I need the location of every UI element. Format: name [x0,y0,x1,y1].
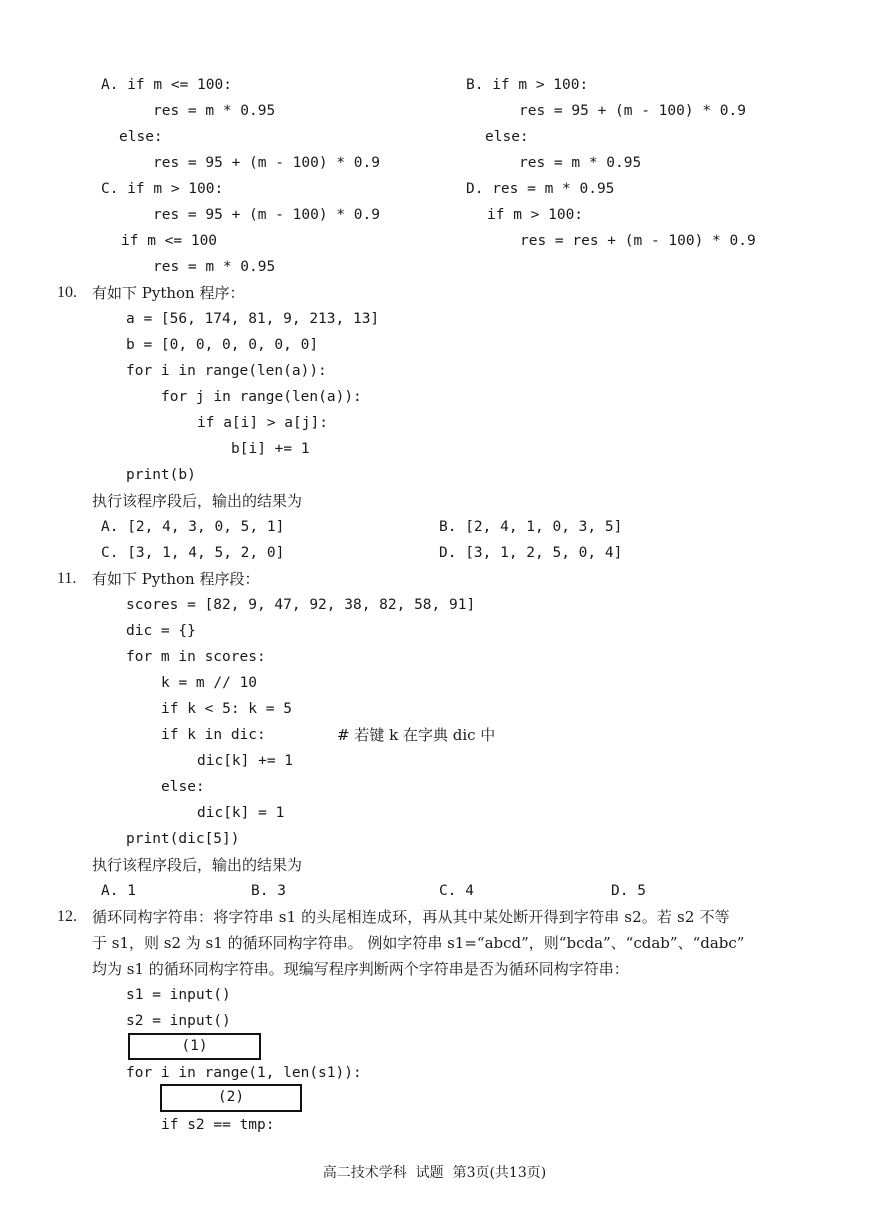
q9-option-c-line3: if m <= 100 [121,233,218,249]
q12-code-line: for i in range(1, len(s1)): [126,1065,362,1081]
q10-code-line: b = [0, 0, 0, 0, 0, 0] [126,337,319,353]
q12-answer-blank-1[interactable]: (1) [128,1033,261,1060]
q11-code-line: else: [161,779,205,795]
q10-code-line: b[i] += 1 [231,441,310,457]
q11-code-line: dic = {} [126,623,196,639]
q12-code-line: s1 = input() [126,987,231,1003]
q9-option-d-line3: res = res + (m - 100) * 0.9 [520,233,756,249]
q9-option-c-line1: C. if m > 100: [101,181,224,197]
q9-option-a-line3: else: [119,129,163,145]
q11-stem: 有如下 Python 程序段： [92,570,260,588]
q10-code-line: print(b) [126,467,196,483]
q9-option-b-line3: else: [485,129,529,145]
q11-option-c: C. 4 [439,883,474,899]
q10-option-d: D. [3, 1, 2, 5, 0, 4] [439,545,623,561]
q12-answer-blank-2[interactable]: (2) [160,1084,302,1112]
q9-option-d-line1: D. res = m * 0.95 [466,181,615,197]
q12-code-line: s2 = input() [126,1013,231,1029]
q10-option-c: C. [3, 1, 4, 5, 2, 0] [101,545,285,561]
q11-number: 11. [57,570,77,587]
q9-option-b-line1: B. if m > 100: [466,77,589,93]
q11-code-line: dic[k] = 1 [197,805,285,821]
q9-option-a-line2: res = m * 0.95 [153,103,276,119]
q11-code-line: if k < 5: k = 5 [161,701,292,717]
q11-code-line: scores = [82, 9, 47, 92, 38, 82, 58, 91] [126,597,476,613]
q11-code-line: print(dic[5]) [126,831,240,847]
q10-code-line: for i in range(len(a)): [126,363,327,379]
q9-option-c-line2: res = 95 + (m - 100) * 0.9 [153,207,380,223]
q10-option-b: B. [2, 4, 1, 0, 3, 5] [439,519,623,535]
q9-option-b-line4: res = m * 0.95 [519,155,642,171]
q9-option-c-line4: res = m * 0.95 [153,259,276,275]
q11-option-a: A. 1 [101,883,136,899]
q9-option-d-line2: if m > 100: [487,207,584,223]
q11-question: 执行该程序段后，输出的结果为 [92,856,303,874]
q9-option-a-line1: A. if m <= 100: [101,77,232,93]
q11-option-b: B. 3 [251,883,286,899]
q10-code-line: a = [56, 174, 81, 9, 213, 13] [126,311,380,327]
q11-code-line: k = m // 10 [161,675,258,691]
q12-number: 12. [57,908,77,925]
q9-option-b-line2: res = 95 + (m - 100) * 0.9 [519,103,746,119]
q10-number: 10. [57,284,77,301]
q11-option-d: D. 5 [611,883,646,899]
q11-code-line: dic[k] += 1 [197,753,294,769]
q10-code-line: if a[i] > a[j]: [197,415,328,431]
q11-code-comment: # 若键 k 在字典 dic 中 [337,726,496,744]
q11-code-line: for m in scores: [126,649,266,665]
q9-option-a-line4: res = 95 + (m - 100) * 0.9 [153,155,380,171]
q12-text-line3: 均为 s1 的循环同构字符串。现编写程序判断两个字符串是否为循环同构字符串： [92,960,629,978]
q12-text-line1: 循环同构字符串：将字符串 s1 的头尾相连成环，再从其中某处断开得到字符串 s2。若 s2 不等 [92,908,730,926]
q12-text-line2: 于 s1，则 s2 为 s1 的循环同构字符串。 例如字符串 s1=“abcd”，则“bcda”、“cdab”、“dabc” [92,934,745,952]
q12-code-line: if s2 == tmp: [161,1117,275,1133]
q10-code-line: for j in range(len(a)): [161,389,362,405]
page-footer: 高二技术学科 试题 第3页(共13页) [322,1165,547,1181]
q10-option-a: A. [2, 4, 3, 0, 5, 1] [101,519,285,535]
q10-question: 执行该程序段后，输出的结果为 [92,492,303,510]
q11-code-line: if k in dic: [161,727,266,743]
q10-stem: 有如下 Python 程序： [92,284,245,302]
